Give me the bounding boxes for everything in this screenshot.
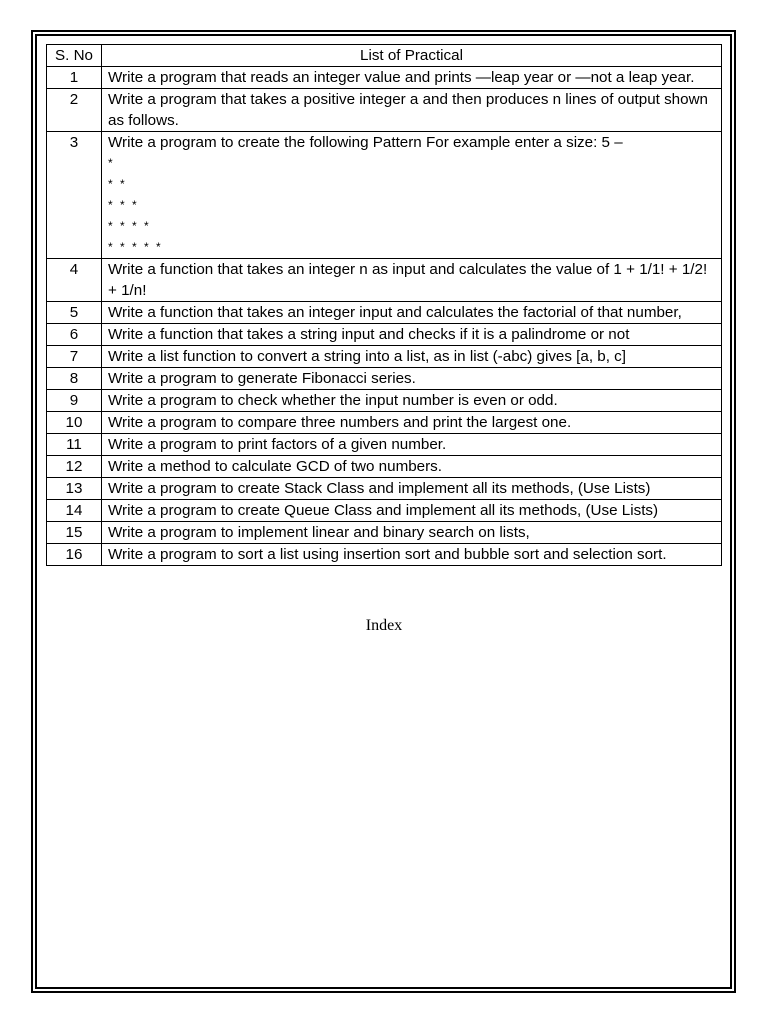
row-practical-description <box>102 390 722 412</box>
row-serial-number: 4 <box>47 259 102 302</box>
row-serial-number: 14 <box>47 500 102 522</box>
row-serial-number: 3 <box>47 132 102 259</box>
row-serial-number: 13 <box>47 478 102 500</box>
practical-text: Write a program to create Queue Class and implement all its methods, (Use Lists) <box>108 502 659 519</box>
practical-text: Write a function that takes a string input and checks if it is a palindrome or not <box>108 326 630 343</box>
index-caption: Index <box>365 617 403 634</box>
table-header-row <box>47 45 722 67</box>
practical-text: Write a method to calculate GCD of two numbers. <box>108 458 442 475</box>
row-practical-description <box>102 324 722 346</box>
row-serial-number: 5 <box>47 302 102 324</box>
practical-text: Write a program to generate Fibonacci series. <box>108 370 416 387</box>
row-serial-number: 2 <box>47 89 102 132</box>
practical-text: Write a function that takes an integer input and calculates the factorial of that number, <box>108 304 682 321</box>
row-serial-number: 7 <box>47 346 102 368</box>
row-serial-number: 11 <box>47 434 102 456</box>
table-row <box>47 302 722 324</box>
practical-text: Write a program that reads an integer value and prints —leap year or —not a leap year. <box>108 69 695 86</box>
row-serial-number: 9 <box>47 390 102 412</box>
practical-text: Write a program to compare three numbers and print the largest one. <box>108 414 572 431</box>
row-serial-number: 15 <box>47 522 102 544</box>
table-row <box>47 456 722 478</box>
table-body <box>47 67 722 566</box>
row-practical-description <box>102 478 722 500</box>
table-row <box>47 412 722 434</box>
table-row <box>47 544 722 566</box>
row-serial-number: 16 <box>47 544 102 566</box>
row-serial-number: 1 <box>47 67 102 89</box>
table-row <box>47 522 722 544</box>
table-row <box>47 434 722 456</box>
practical-text: Write a program to implement linear and binary search on lists, <box>108 524 530 541</box>
row-practical-description <box>102 522 722 544</box>
table-row <box>47 67 722 89</box>
practical-text: Write a program to create Stack Class and implement all its methods, (Use Lists) <box>108 480 651 497</box>
row-practical-description <box>102 500 722 522</box>
practical-text: Write a function that takes an integer n as input and calculates the value of 1 + 1/1! + 1/2! + 1/n! <box>108 261 708 299</box>
pattern-line: * * * <box>108 198 139 212</box>
table-row <box>47 89 722 132</box>
row-practical-description <box>102 346 722 368</box>
row-practical-description <box>102 259 722 302</box>
header-serial-number: S. No <box>47 45 102 67</box>
row-practical-description <box>102 89 722 132</box>
row-practical-description <box>102 368 722 390</box>
row-serial-number: 6 <box>47 324 102 346</box>
row-practical-description <box>102 434 722 456</box>
row-practical-description <box>102 132 722 259</box>
table-row <box>47 500 722 522</box>
row-practical-description <box>102 67 722 89</box>
row-serial-number: 8 <box>47 368 102 390</box>
practical-text: Write a program to create the following Pattern For example enter a size: 5 – <box>108 134 623 151</box>
practical-list-table <box>46 44 722 566</box>
practical-text: Write a list function to convert a string into a list, as in list (-abc) gives [a, b, c] <box>108 348 626 365</box>
pattern-line: * * <box>108 177 127 191</box>
pattern-line: * * * * <box>108 219 151 233</box>
practical-text: Write a program to check whether the input number is even or odd. <box>108 392 558 409</box>
table-row <box>47 259 722 302</box>
row-practical-description <box>102 302 722 324</box>
table-row <box>47 346 722 368</box>
pattern-line: * * * * * <box>108 240 163 254</box>
table-row <box>47 132 722 259</box>
practical-text: Write a program to print factors of a given number. <box>108 436 447 453</box>
row-practical-description <box>102 544 722 566</box>
table-row <box>47 368 722 390</box>
pattern-line: * <box>108 156 115 170</box>
practical-text: Write a program that takes a positive integer a and then produces n lines of output shown as follows. <box>108 91 708 129</box>
practical-text: Write a program to sort a list using insertion sort and bubble sort and selection sort. <box>108 546 667 563</box>
row-serial-number: 10 <box>47 412 102 434</box>
table-row <box>47 390 722 412</box>
row-practical-description <box>102 412 722 434</box>
row-serial-number: 12 <box>47 456 102 478</box>
header-list-of-practical: List of Practical <box>102 45 722 67</box>
row-practical-description <box>102 456 722 478</box>
table-row <box>47 478 722 500</box>
table-row <box>47 324 722 346</box>
